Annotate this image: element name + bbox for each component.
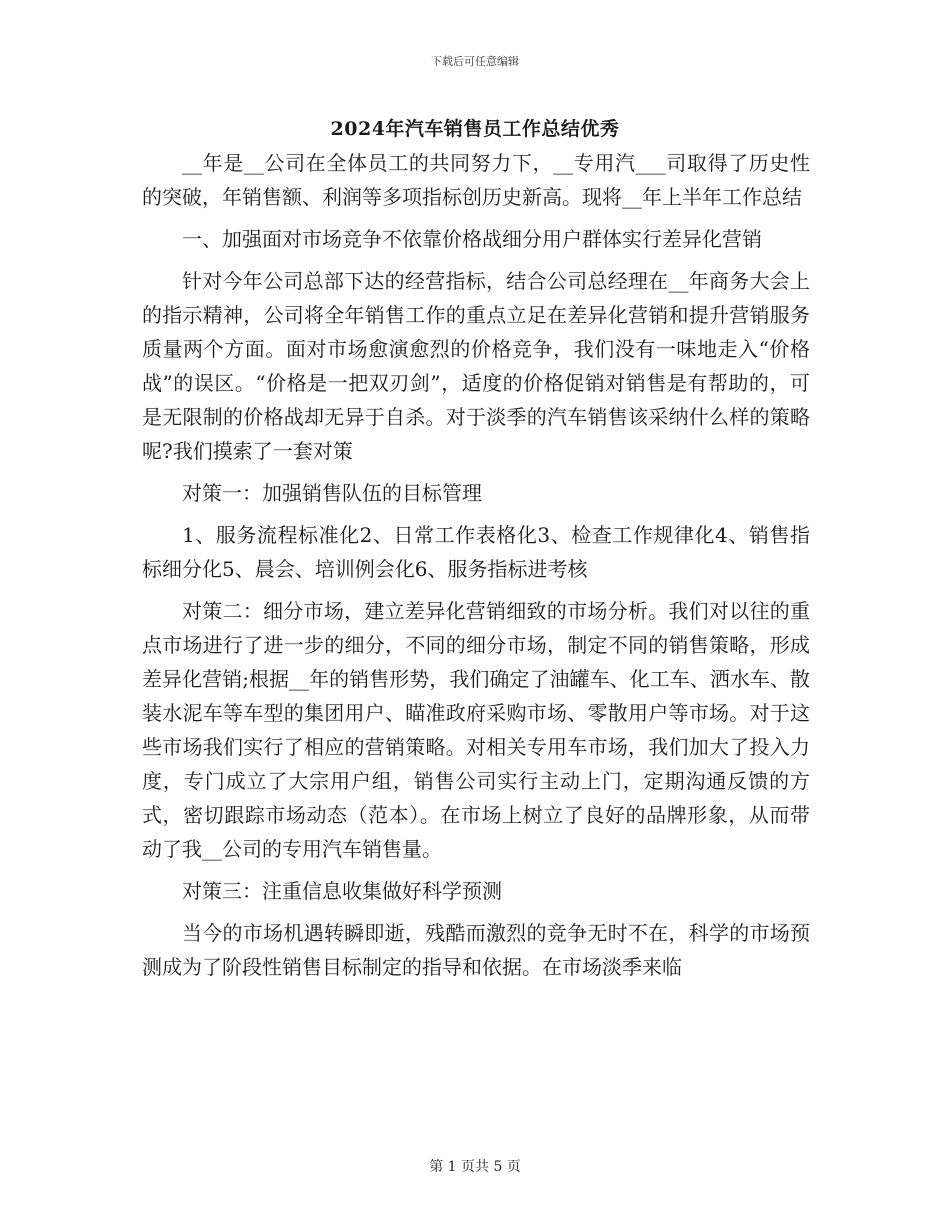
header-note: 下载后可任意编辑 <box>431 55 519 68</box>
document-title: 2024年汽车销售员工作总结优秀 <box>330 118 620 140</box>
strategy-list: 1、服务流程标准化2、日常工作表格化3、检查工作规律化4、销售指标细分化5、晨会、培训例会化6、服务指标进考核 <box>142 523 810 581</box>
document-body <box>142 146 810 984</box>
paragraph-body: 当今的市场机遇转瞬即逝，残酷而激烈的竞争无时不在，科学的市场预测成为了阶段性销售目标制定的指导和依据。在市场淡季来临 <box>142 921 810 979</box>
paragraph-intro: __年是__公司在全体员工的共同努力下，__专用汽___司取得了历史性的突破，年销售额、利润等多项指标创历史新高。现将__年上半年工作总结 <box>142 151 810 209</box>
paragraph-body: 针对今年公司总部下达的经营指标，结合公司总经理在__年商务大会上的指示精神，公司将全年销售工作的重点立足在差异化营销和提升营销服务质量两个方面。面对市场愈演愈烈的价格竞争，我们没有一味地走入“价格战”的误区。“价格是一把双刃剑”，适度的价格促销对销售是有帮助的，可是无限制的价格战却无异于自杀。对于淡季的汽车销售该采纳什么样的策略呢?我们摸索了一套对策 <box>142 269 810 463</box>
strategy-heading-3: 对策三：注重信息收集做好科学预测 <box>182 879 502 903</box>
strategy-heading-2: 对策二：细分市场，建立差异化营销细致的市场分析。我们对以往的重点市场进行了进一步的细分，不同的细分市场，制定不同的销售策略，形成差异化营销;根据__年的销售形势，我们确定了油罐车、化工车、洒水车、散装水泥车等车型的集团用户、瞄准政府采购市场、零散用户等市场。对于这些市场我们实行了相应的营销策略。对相关专用车市场，我们加大了投入力度，专门成立了大宗用户组，销售公司实行主动上门，定期沟通反馈的方式，密切跟踪市场动态（范本）。在市场上树立了良好的品牌形象，从而带动了我__公司的专用汽车销售量。 <box>142 599 810 861</box>
section-heading-1: 一、加强面对市场竞争不依靠价格战细分用户群体实行差异化营销 <box>182 227 762 251</box>
strategy-heading-1: 对策一：加强销售队伍的目标管理 <box>182 481 482 505</box>
page-number: 第 1 页共 5 页 <box>429 1159 521 1175</box>
